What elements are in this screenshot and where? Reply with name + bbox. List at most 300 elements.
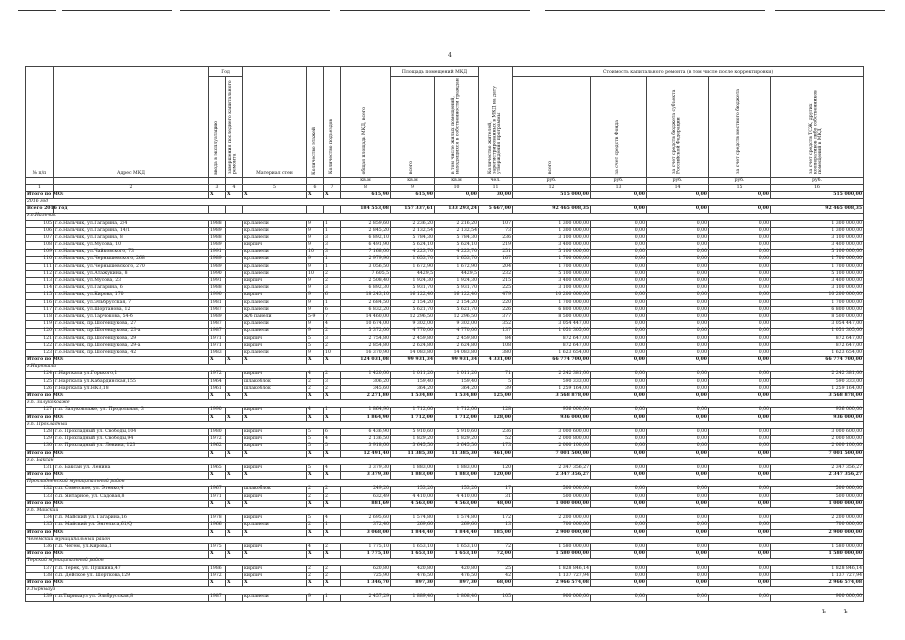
table-cell: 5 624,10 — [435, 242, 479, 249]
table-cell: 5 624,10 — [391, 242, 435, 249]
address-cell — [54, 472, 209, 479]
table-cell: 1 — [324, 227, 341, 234]
table-cell: 3 — [324, 335, 341, 342]
table-cell: 5-9 — [307, 314, 324, 321]
table-row — [26, 472, 864, 479]
table-cell: 159,40 — [435, 378, 479, 385]
table-cell: кр.панели — [243, 594, 307, 601]
table-cell: 9 — [307, 242, 324, 249]
section-label: Чегемский муниципальный район — [26, 537, 864, 544]
col-residents-header: Количество жителей, зарегистрированных в МКД на дату утверждения программы — [479, 67, 513, 178]
table-cell: 4 563,00 — [391, 501, 435, 508]
table-cell: кр.панели — [243, 271, 307, 278]
table-cell: 3 054 447,00 — [513, 321, 591, 328]
table-cell: X — [226, 192, 243, 199]
table-cell: 2 — [324, 486, 341, 493]
table-cell: X — [226, 414, 243, 421]
table-cell: 0,00 — [647, 321, 709, 328]
table-cell: 3 568 878,00 — [513, 393, 591, 400]
table-cell: 4 410,00 — [391, 493, 435, 500]
table-cell: X — [307, 529, 324, 536]
section-label: г.Нарткала — [26, 364, 864, 371]
table-cell: 0,00 — [647, 227, 709, 234]
section-label: Терский муниципальный район — [26, 558, 864, 565]
table-cell: 16 370,90 — [341, 350, 391, 357]
table-cell: 1 864,90 — [341, 407, 391, 414]
address-cell: с.п. Дейское ул. Шорткова,129 — [54, 572, 209, 579]
table-cell: 1975 — [209, 544, 226, 551]
address-cell: г.о.Нальчик, ул.Мусова, 10 — [54, 242, 209, 249]
table-cell: 0,00 — [591, 429, 647, 436]
table-cell: 12 491,40 — [341, 450, 391, 457]
address-cell: г.Нарткала ул.Горького,1 — [54, 371, 209, 378]
table-cell: 372,40 — [341, 522, 391, 529]
address-cell: г.о.Нальчик, ул.Гагарина, 2/4 — [54, 220, 209, 227]
table-cell: 2 900 000,00 — [513, 529, 591, 536]
table-cell: 12 296,50 — [391, 314, 435, 321]
table-cell: 3 100 000,00 — [513, 285, 591, 292]
table-cell: 2 154,20 — [391, 299, 435, 306]
table-cell — [226, 299, 243, 306]
address-cell: г.о.Нальчик, ул.Чернышевского, 270 — [54, 263, 209, 270]
table-cell: X — [324, 414, 341, 421]
table-cell: 0,00 — [709, 357, 771, 364]
table-cell: 113 — [26, 278, 54, 285]
table-row — [26, 465, 864, 472]
unit-cell: кв.м — [341, 178, 391, 185]
table-cell: 134 — [26, 515, 54, 522]
table-cell: 117 — [26, 307, 54, 314]
table-cell: 66 774 700,00 — [513, 357, 591, 364]
table-cell: 4 331,00 — [479, 357, 513, 364]
table-cell: кирпич — [243, 515, 307, 522]
header-rule — [340, 10, 530, 11]
table-cell: Итого по МО: — [27, 450, 64, 456]
table-row — [26, 414, 864, 421]
table-cell: 0,00 — [591, 378, 647, 385]
table-cell: кирпич — [243, 493, 307, 500]
table-cell: 9 — [307, 594, 324, 601]
address-cell: г.о.Нальчик, пр.Шогенцукова, 27 — [54, 321, 209, 328]
table-cell: X — [226, 501, 243, 508]
table-cell: 0,00 — [591, 371, 647, 378]
table-cell: 5 100 000,00 — [771, 249, 864, 256]
table-cell: 48,00 — [479, 501, 513, 508]
section-label: г.п. Майский — [26, 508, 864, 515]
col-fund-header: за счет средств Фонда — [591, 77, 647, 178]
table-cell: 0,00 — [709, 342, 771, 349]
address-cell: г.о.Нальчик, ул.Шортанова, 12 — [54, 307, 209, 314]
table-cell: 0,00 — [591, 335, 647, 342]
table-cell: кирпич — [243, 436, 307, 443]
table-cell: 2 — [324, 271, 341, 278]
table-cell: X — [307, 450, 324, 457]
table-cell: 5 100 000,00 — [513, 249, 591, 256]
table-cell: 1 574,80 — [391, 515, 435, 522]
table-cell: 0,00 — [591, 206, 647, 213]
unit-cell — [209, 178, 226, 185]
table-cell: X — [324, 450, 341, 457]
table-cell: 1 829,20 — [435, 436, 479, 443]
table-cell: 5 100 000,00 — [771, 271, 864, 278]
table-cell: 105 — [26, 220, 54, 227]
table-cell: 3 645,50 — [391, 443, 435, 450]
table-cell: 1 775,10 — [341, 551, 391, 558]
table-cell: 1981 — [209, 299, 226, 306]
table-cell: 4 — [324, 465, 341, 472]
table-cell: 249,20 — [341, 486, 391, 493]
table-cell: 39 — [479, 386, 513, 393]
table-cell: 6 — [324, 307, 341, 314]
table-cell: 900 000,00 — [513, 594, 591, 601]
table-cell: 0,00 — [647, 572, 709, 579]
table-cell: 0,00 — [647, 414, 709, 421]
table-cell: 1 828 846,14 — [513, 565, 591, 572]
table-row — [26, 515, 864, 522]
table-cell: кр.панели — [243, 227, 307, 234]
table-cell: 110 — [26, 256, 54, 263]
address-cell: г.о. Прохладный ул. Ленина, 123 — [54, 443, 209, 450]
table-cell — [226, 443, 243, 450]
table-cell: 9 — [307, 278, 324, 285]
table-cell: 1988 — [209, 220, 226, 227]
table-cell: 0,00 — [709, 192, 771, 199]
table-cell: 9 302,00 — [391, 321, 435, 328]
table-cell: 0,00 — [709, 314, 771, 321]
table-cell: 1 924,30 — [435, 278, 479, 285]
table-cell: 0,00 — [591, 594, 647, 601]
table-cell: 700 000,00 — [771, 522, 864, 529]
table-cell: 0,00 — [591, 393, 647, 400]
table-cell: 6 892,10 — [341, 235, 391, 242]
table-cell: 2 271,80 — [341, 393, 391, 400]
table-cell: 2 457,29 — [341, 594, 391, 601]
table-cell — [226, 572, 243, 579]
table-row — [26, 227, 864, 234]
table-cell: 3 000 600,00 — [513, 429, 591, 436]
table-cell: кр.панели — [243, 220, 307, 227]
table-cell: кирпич — [243, 544, 307, 551]
table-cell: X — [226, 580, 243, 587]
table-cell: 2 200 000,00 — [771, 515, 864, 522]
table-cell: 0,00 — [709, 242, 771, 249]
table-cell: 124 — [26, 371, 54, 378]
table-cell: X — [324, 501, 341, 508]
table-cell: 2 624,80 — [435, 342, 479, 349]
table-cell: 0,00 — [647, 278, 709, 285]
table-cell: 10 674,00 — [341, 321, 391, 328]
address-cell — [54, 357, 209, 364]
table-cell: 1 712,00 — [435, 407, 479, 414]
table-row — [26, 328, 864, 335]
section-label: 2016 год — [26, 199, 864, 206]
table-cell: 0,00 — [647, 220, 709, 227]
table-cell — [226, 386, 243, 393]
table-cell: 269,60 — [391, 522, 435, 529]
table-cell: 897,30 — [435, 580, 479, 587]
table-cell: 1 300 000,00 — [513, 220, 591, 227]
units-row — [26, 178, 864, 185]
table-cell: 10 200 000,00 — [513, 292, 591, 299]
table-cell: 73 — [479, 227, 513, 234]
table-row — [26, 350, 864, 357]
table-cell: 0,00 — [591, 242, 647, 249]
section-label: г.о.Нальчик — [26, 213, 864, 220]
table-cell: 219 — [479, 242, 513, 249]
table-cell: 0,00 — [647, 450, 709, 457]
table-cell: X — [307, 393, 324, 400]
address-cell: г.Нарткала ул.НКЗ,18 — [54, 386, 209, 393]
unit-cell — [324, 178, 341, 185]
table-cell: 0,00 — [591, 249, 647, 256]
table-cell: 236 — [479, 235, 513, 242]
table-cell — [226, 486, 243, 493]
table-cell — [226, 371, 243, 378]
table-cell: 109 — [26, 249, 54, 256]
table-cell: 3 000 600,00 — [771, 429, 864, 436]
table-cell: кирпич — [243, 443, 307, 450]
table-row — [26, 206, 864, 213]
table-cell: 1 828 846,14 — [771, 565, 864, 572]
table-cell: кирпич — [243, 407, 307, 414]
table-cell: X — [209, 501, 226, 508]
table-cell: 1987 — [209, 594, 226, 601]
table-cell: Итого по МО: — [27, 414, 64, 420]
table-cell — [226, 227, 243, 234]
table-cell: X — [226, 529, 243, 536]
table-cell: 5 910,60 — [391, 429, 435, 436]
table-cell: 0,00 — [709, 321, 771, 328]
table-cell: X — [307, 501, 324, 508]
table-cell — [226, 594, 243, 601]
table-cell: 2 242 381,00 — [771, 371, 864, 378]
table-cell: 5 372,00 — [341, 328, 391, 335]
table-cell: 2 000 800,00 — [513, 436, 591, 443]
table-cell: 0,00 — [591, 350, 647, 357]
table-row — [26, 371, 864, 378]
table-cell: 9 — [307, 328, 324, 335]
table-cell: 0,00 — [709, 407, 771, 414]
table-cell: 1987 — [209, 328, 226, 335]
table-cell: 6 832,20 — [341, 307, 391, 314]
table-cell: 1980 — [209, 429, 226, 436]
table-cell: 5 — [479, 378, 513, 385]
table-cell: 4429,5 — [435, 271, 479, 278]
col-floors-header: Количество этажей — [307, 67, 324, 178]
table-cell: 0,00 — [647, 350, 709, 357]
table-cell: 2 347 356,27 — [513, 465, 591, 472]
table-cell: X — [324, 580, 341, 587]
table-cell: 5 — [307, 429, 324, 436]
table-cell: 1 653,10 — [391, 544, 435, 551]
table-cell: 500 000,00 — [513, 486, 591, 493]
table-cell: X — [209, 551, 226, 558]
table-cell: 0,00 — [647, 594, 709, 601]
table-cell: 2 — [324, 342, 341, 349]
table-cell: 2 216,20 — [435, 220, 479, 227]
table-cell: 71 — [479, 371, 513, 378]
table-cell: 215 — [479, 278, 513, 285]
table-cell: 5 — [307, 342, 324, 349]
table-cell: 1 653,10 — [435, 544, 479, 551]
table-cell: 0,00 — [709, 285, 771, 292]
table-cell: 2 684,50 — [341, 299, 391, 306]
table-cell: 3 — [324, 235, 341, 242]
table-cell: 135 — [26, 522, 54, 529]
table-cell: 172 — [479, 515, 513, 522]
table-cell: 0,00 — [709, 486, 771, 493]
table-cell: 0,00 — [647, 371, 709, 378]
address-cell: г.о.Нальчик, ул.Кирова, 170 — [54, 292, 209, 299]
table-cell: 120 — [26, 328, 54, 335]
table-cell: 8 500 000,00 — [771, 314, 864, 321]
table-cell: 1 011,20 — [391, 371, 435, 378]
table-cell: 5 784,30 — [435, 235, 479, 242]
table-cell: 0,00 — [709, 350, 771, 357]
table-cell: 0,00 — [591, 544, 647, 551]
table-cell: X — [324, 393, 341, 400]
table-cell: 1 420,00 — [341, 371, 391, 378]
table-cell: 2 136,50 — [341, 436, 391, 443]
table-cell: 0,00 — [709, 493, 771, 500]
table-cell: 352 — [479, 321, 513, 328]
table-cell: 2 — [324, 544, 341, 551]
table-cell: 0,00 — [591, 572, 647, 579]
table-cell: 14 460,00 — [341, 314, 391, 321]
table-cell: 0,00 — [647, 271, 709, 278]
table-cell: кр.панели — [243, 321, 307, 328]
table-cell: 2 — [324, 493, 341, 500]
table-row — [26, 342, 864, 349]
table-cell: 2 — [307, 378, 324, 385]
table-row — [26, 572, 864, 579]
table-cell: X — [226, 551, 243, 558]
table-cell: 5 100 000,00 — [513, 271, 591, 278]
table-cell — [226, 436, 243, 443]
table-cell: 615,90 — [391, 192, 435, 199]
address-cell: г.о.Нальчик, ул.Гагарина, 6 — [54, 285, 209, 292]
table-header — [26, 67, 864, 192]
table-cell: 3 068,00 — [341, 529, 391, 536]
table-cell: 2 — [307, 522, 324, 529]
unit-cell: кв.м — [435, 178, 479, 185]
table-cell: 420,80 — [391, 565, 435, 572]
table-cell: 1 883,00 — [435, 472, 479, 479]
table-cell: 1972 — [209, 371, 226, 378]
table-cell: 111 — [26, 263, 54, 270]
column-number: 7 — [324, 185, 341, 192]
table-cell: 0,00 — [709, 529, 771, 536]
table-cell: X — [226, 472, 243, 479]
address-cell: г.п. Залукокоаже, ул. Продольная, 3 — [54, 407, 209, 414]
table-cell: X — [243, 580, 307, 587]
table-cell: 232 — [479, 271, 513, 278]
table-cell: 1 700 000,00 — [513, 299, 591, 306]
table-row — [26, 580, 864, 587]
table-cell: 3 400 000,00 — [513, 242, 591, 249]
section-label: г.Тырныауз — [26, 587, 864, 594]
table-cell: 2 — [307, 486, 324, 493]
table-cell — [307, 206, 324, 213]
year-group-header: Год — [209, 67, 243, 77]
table-row — [26, 220, 864, 227]
table-row — [26, 429, 864, 436]
table-cell: 1989 — [209, 256, 226, 263]
table-cell: кирпич — [243, 278, 307, 285]
table-cell: 1 844,40 — [391, 529, 435, 536]
table-cell: 1 700 000,00 — [771, 256, 864, 263]
table-cell: 9 — [307, 307, 324, 314]
table-cell — [226, 335, 243, 342]
table-cell: 0,00 — [709, 335, 771, 342]
table-cell: 2 000 100,00 — [771, 443, 864, 450]
table-cell: 0,00 — [591, 328, 647, 335]
table-cell: 0,00 — [591, 192, 647, 199]
address-cell: г.о.Нальчик, пр.Шогенцукова, 29-а — [54, 342, 209, 349]
table-cell: 108 — [479, 342, 513, 349]
table-cell: 0,00 — [709, 227, 771, 234]
table-cell: X — [226, 450, 243, 457]
table-cell: 92 465 008,35 — [771, 206, 864, 213]
table-cell: 476,50 — [391, 572, 435, 579]
table-cell: 11 385,30 — [435, 450, 479, 457]
table-cell: 105 — [479, 594, 513, 601]
table-cell: 112 — [26, 271, 54, 278]
table-cell: 159,40 — [391, 378, 435, 385]
table-cell: Итого по МО: — [27, 357, 64, 363]
table-cell: 2 — [307, 565, 324, 572]
table-cell: 6 — [324, 429, 341, 436]
table-cell: 0,00 — [709, 515, 771, 522]
table-cell: 2 966 574,08 — [513, 580, 591, 587]
table-cell: 30,00 — [479, 192, 513, 199]
table-cell: шлакоблок — [243, 378, 307, 385]
table-cell: 9 302,00 — [435, 321, 479, 328]
table-cell: 125 — [26, 378, 54, 385]
table-cell: 2 979,90 — [341, 256, 391, 263]
table-cell: 1 580 000,00 — [771, 544, 864, 551]
table-row — [26, 235, 864, 242]
table-cell: 72,00 — [479, 551, 513, 558]
table-cell: 0,00 — [647, 407, 709, 414]
table-cell: X — [209, 414, 226, 421]
table-row — [26, 486, 864, 493]
table-cell: 1 712,00 — [391, 414, 435, 421]
table-cell: 479 — [479, 292, 513, 299]
table-row — [26, 364, 864, 371]
table-row — [26, 307, 864, 314]
table-cell: 185,00 — [479, 529, 513, 536]
table-row — [26, 407, 864, 414]
table-cell: 1 700 000,00 — [771, 263, 864, 270]
table-cell: 0,00 — [709, 472, 771, 479]
table-cell: 0,00 — [709, 292, 771, 299]
table-cell: кр.панели — [243, 328, 307, 335]
table-cell: 0,00 — [647, 443, 709, 450]
table-cell: 5 621,70 — [435, 307, 479, 314]
column-number: 13 — [591, 185, 647, 192]
table-row — [26, 357, 864, 364]
table-cell: 126 — [26, 386, 54, 393]
table-cell: 476,50 — [435, 572, 479, 579]
table-cell: 225 — [479, 285, 513, 292]
table-cell: 204 — [479, 263, 513, 270]
table-cell — [226, 256, 243, 263]
table-cell: 2 132,54 — [391, 227, 435, 234]
table-cell: 84 — [479, 335, 513, 342]
table-cell: 345,60 — [341, 386, 391, 393]
table-cell: 9 — [307, 235, 324, 242]
